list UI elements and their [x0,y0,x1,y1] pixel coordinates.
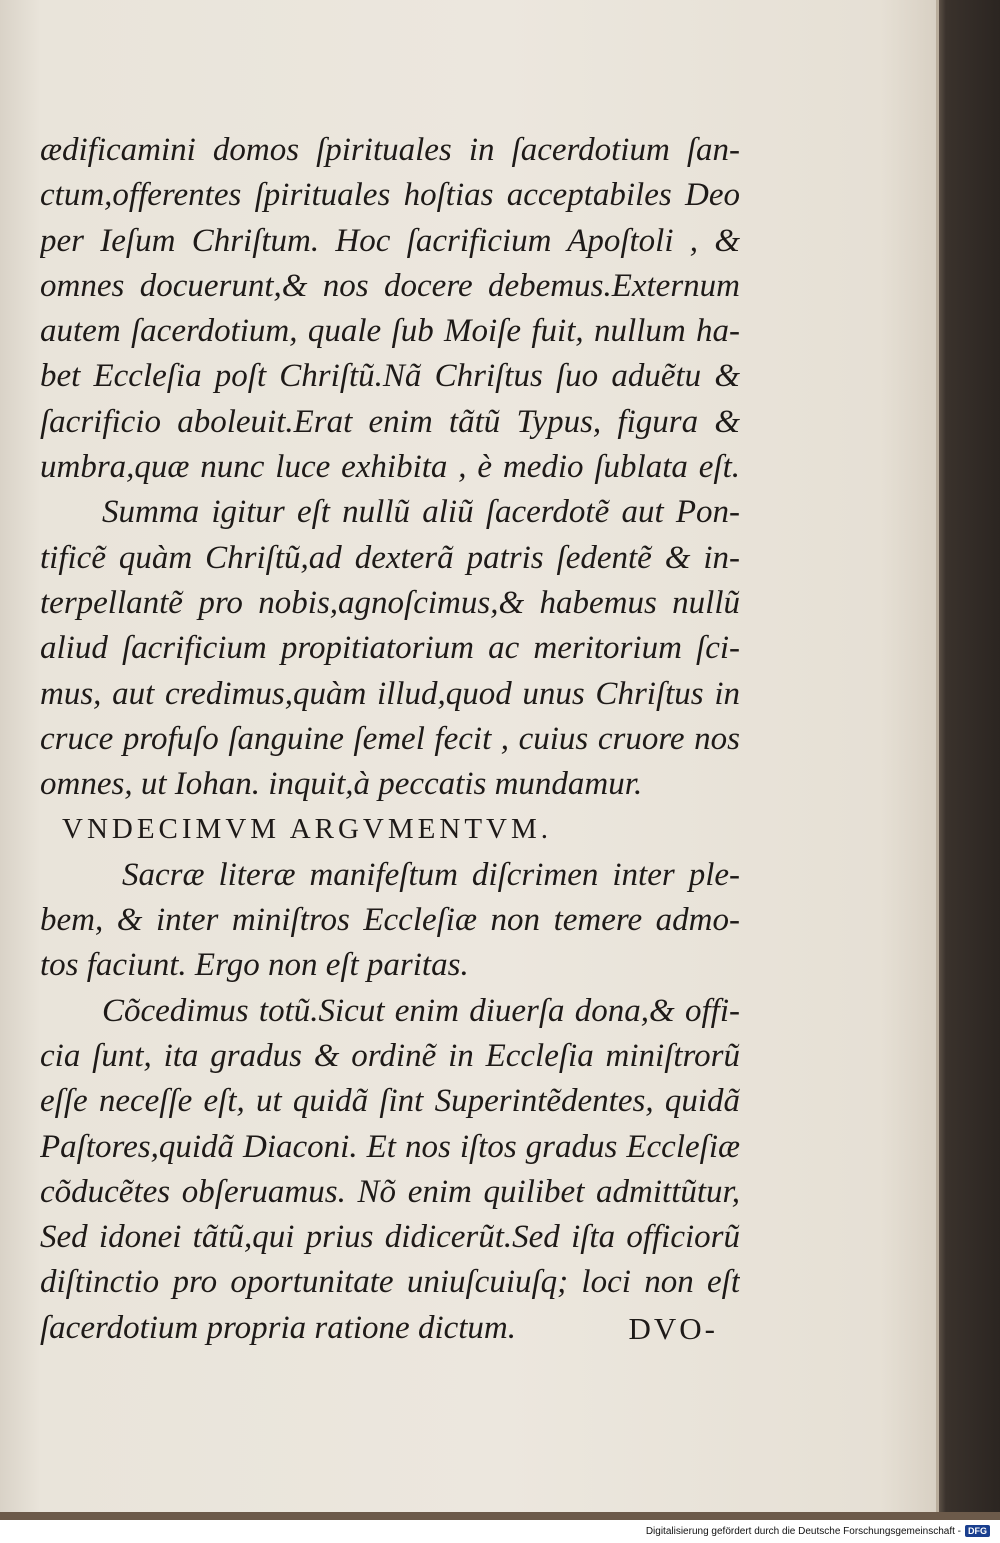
text-line: autem ſacerdotium, quale ſub Moiſe fuit, nullum ha- [40,313,740,350]
response-line: cõducẽtes obſeruamus. Nõ enim quilibet admittũtur, [40,1173,740,1210]
text-line: ctum,offerentes ſpirituales hoſtias acceptabiles Deo [40,177,740,214]
response-line [40,1306,740,1351]
text-line: ſacrificio aboleuit.Erat enim tãtũ Typus, figura & [40,403,740,440]
text-line: Summa igitur eſt nullũ aliũ ſacerdotẽ aut Pon- [102,494,740,531]
text-line: omnes docuerunt,& nos docere debemus.Externum [40,267,740,304]
text-line: ædificamini domos ſpirituales in ſacerdotium ſan- [40,132,740,168]
argument-line: bem, & inter miniſtros Eccleſiæ non temere admo- [40,902,740,939]
text-line: bet Eccleſia poſt Chriſtũ.Nã Chriſtus ſuo aduẽtu & [40,358,740,395]
response-line: eſſe neceſſe eſt, ut quidã ſint Superintẽdentes, quidã [40,1083,740,1120]
page-bottom-edge [0,1512,1000,1520]
response-line: diſtinctio pro oportunitate uniuſcuiuſq; loci non eſt [40,1264,740,1301]
response-line: Paſtores,quidã Diaconi. Et nos iſtos gradus Eccleſiæ [40,1128,740,1165]
response-line: Cõcedimus totũ.Sicut enim diuerſa dona,& offi- [102,992,740,1029]
page-text [40,128,740,1351]
argument-line: Sacræ literæ manifeſtum diſcrimen inter ple- [122,856,740,893]
response-line: Sed idonei tãtũ,qui prius didicerũt.Sed iſta officiorũ [40,1219,740,1256]
text-line: aliud ſacrificium propitiatorium ac meritorium ſci- [40,630,740,667]
response-line: cia ſunt, ita gradus & ordinẽ in Eccleſia miniſtrorũ [40,1037,740,1074]
text-line: umbra,quæ nunc luce exhibita , è medio ſublata eſt. [40,449,740,486]
footer-credit-text: Digitalisierung gefördert durch die Deutsche Forschungsgemeinschaft - [645,1525,961,1537]
text-line: mus, aut credimus,quàm illud,quod unus Chriſtus in [40,675,740,712]
book-spine-edge [936,0,1000,1512]
section-heading: VNDECIMVM ARGVMENTVM. [62,813,553,846]
text-line: terpellantẽ pro nobis,agnoſcimus,& habemus nullũ [40,584,740,621]
text-line: omnes, ut Iohan. inquit,à peccatis mundamur. [40,766,643,803]
text-line: cruce profuſo ſanguine ſemel fecit , cuius cruore nos [40,720,740,757]
footer-credit [646,1522,990,1540]
text-line: per Ieſum Chriſtum. Hoc ſacrificium Apoſtoli , & [40,222,740,259]
text-line: tificẽ quàm Chriſtũ,ad dexterã patris ſedentẽ & in- [40,539,740,576]
dfg-logo: DFG [965,1525,990,1537]
response-line-text: ſacerdotium propria ratione dictum. [40,1309,517,1346]
argument-line: tos faciunt. Ergo non eſt paritas. [40,947,469,984]
catchword: DVO- [628,1310,718,1346]
